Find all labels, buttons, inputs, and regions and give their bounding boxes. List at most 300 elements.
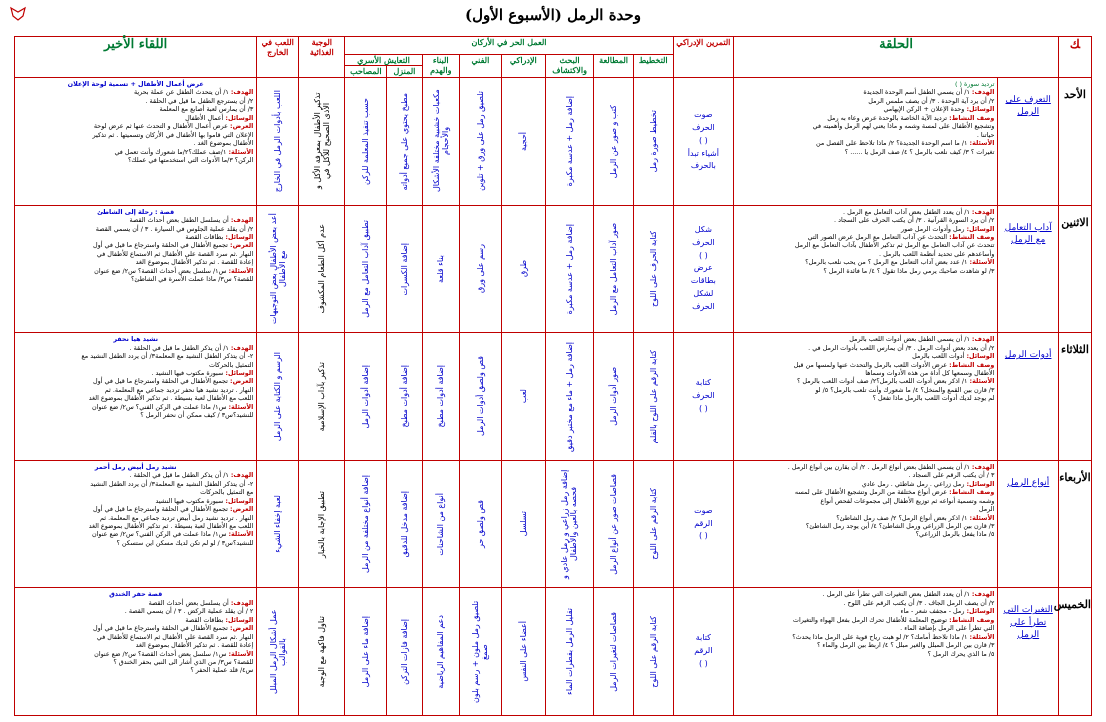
day-topic: آداب التعامل مع الرمل xyxy=(1004,222,1052,245)
home-cell xyxy=(387,588,422,716)
outdoor-cell xyxy=(257,460,299,588)
text-line xyxy=(18,156,253,164)
line-label: العرض: xyxy=(230,377,254,386)
text-line xyxy=(737,361,994,369)
outdoor-text: أعد بعض الأطفال بعض التوجيهات مع الأطفال xyxy=(268,213,287,325)
line-label: الوسائل: xyxy=(966,352,995,361)
building-text: مكعبات خشبية مختلفة الأشكال والأحجام xyxy=(431,89,450,193)
line-text: ١/ ما اسم الوحدة الجديدة؟ ٢/ ماذا تلاحظ على الفصل من xyxy=(815,139,968,148)
exercise-line: الحرف xyxy=(692,123,715,133)
line-text: ٣/ قارن بين القمع والمنخل؟ ٤/ ما شعورك وأنت تلعب بالرمل؟ ٥/ لو xyxy=(815,385,995,394)
exercise-line: الرقم xyxy=(694,646,713,656)
meal-header: الوجبة الغذائية xyxy=(299,37,345,78)
home-cell xyxy=(387,78,422,206)
line-text: وحدة الإعلان + الركن الإيهامي xyxy=(883,105,965,114)
line-text: نشيد رمل أبيض رمل أحمر xyxy=(94,462,177,471)
text-line xyxy=(18,352,253,360)
text-line xyxy=(737,394,994,402)
building-header: البناء والهدم xyxy=(422,55,459,78)
exercise-line: بالحرف xyxy=(690,161,716,171)
text-line xyxy=(737,514,994,522)
reading-text: صور أدوات الرمل xyxy=(609,367,619,426)
weekly-plan-table xyxy=(14,36,1092,716)
line-label: الهدف: xyxy=(971,207,995,216)
home-text: مطبخ يحتوي على جميع أدواته xyxy=(399,92,409,191)
meal-text: تناول فاكهة مع الوجبة xyxy=(317,615,327,688)
discovery-cell xyxy=(545,460,593,588)
text-line xyxy=(18,488,253,496)
day-cell xyxy=(1058,333,1091,461)
line-text: ٢/ أن يرد السورة القرآنية . ٣/ أن يكتب الحرف على السجاد . xyxy=(834,216,995,225)
building-cell xyxy=(422,460,459,588)
text-line xyxy=(737,463,994,471)
day-name: الأربعاء xyxy=(1059,470,1091,484)
meal-text: تذكير الأطفال بمعرفة الأكل و الأذى الصحيح للأكل في xyxy=(312,93,331,190)
halaqa-header: الحلقة xyxy=(734,37,1059,78)
line-label: الهدف: xyxy=(971,335,995,344)
final-cell xyxy=(15,460,257,588)
art-cell xyxy=(459,460,501,588)
discovery-text: إضافة رمل + عدسة مكبرة xyxy=(564,96,574,187)
perceptual-text: طرق xyxy=(518,260,528,278)
day-topic: التعرف على الرمل xyxy=(1005,95,1051,118)
line-label: الهدف: xyxy=(971,88,995,97)
text-line xyxy=(737,633,994,641)
line-text: وشمه وتسمية أنواعه ثم توزيع الأطفال إلى مجموعات لفحص أنواع xyxy=(820,496,995,505)
companions-text: إضافة أدوات الرمل xyxy=(361,364,371,429)
text-line xyxy=(18,411,253,419)
planning-text: تخطيط صورة رمل xyxy=(648,110,658,173)
line-text: ١/ اذكر بعض أنواع الرمل؟ ٢/ صف رمل الشاطئ؟ xyxy=(836,513,968,522)
text-line xyxy=(18,463,253,471)
text-line xyxy=(737,114,994,122)
line-text: اللعب مع الأطفال لعبة بسيطة . ثم تذكير الأطفال بموضوع الغد xyxy=(88,521,254,530)
exercise-line: صوت xyxy=(694,505,713,515)
line-label: وصف النشاط: xyxy=(949,360,995,369)
line-text: النهار . ترديد نشيد هيا نحفر ترديد جماعي مع المعلمة. ثم xyxy=(104,385,254,394)
art-cell xyxy=(459,205,501,333)
line-text: الركن؟ ٣/ما الأدوات التي استخدمتها في عملك؟ xyxy=(127,156,254,165)
home-text: إضافة أدوات مطبخ xyxy=(399,365,409,428)
text-line xyxy=(737,88,994,96)
line-text: للنشيد؟س٣ / لو لم تكن لديك مسكن اين ستسكن ؟ xyxy=(116,538,254,547)
line-text: قصة حفر الخندق xyxy=(109,590,163,599)
home-cell xyxy=(387,333,422,461)
planning-text: كتابة الحرف على اللوح xyxy=(648,230,658,307)
companions-text: إضافة أنواع مختلفة من الرمل xyxy=(361,475,371,574)
planning-header: التخطيط xyxy=(633,55,673,78)
text-line xyxy=(18,666,253,674)
line-text: الرمل xyxy=(978,505,995,514)
line-text: اللعب مع الأطفال لعبة بسيطة . ثم تذكير الأطفال بموضوع الغد xyxy=(88,394,254,403)
day-topic-cell xyxy=(998,588,1059,716)
line-text: ٣/ قارن بين الرمل الزراعي ورمل الشاطئ؟ ٤/ أين يوجد رمل الشاطئ؟ xyxy=(805,521,995,530)
line-text: التمثيل بالحركات xyxy=(208,360,254,369)
perceptual-cell xyxy=(501,333,545,461)
line-text: ١/ أن يذكر الطفل ما قيل في الحلقة . xyxy=(129,471,229,480)
line-text: ٢ / أن يقلد عملية الركض . ٣ / أن يسمي القصة . xyxy=(124,607,254,616)
meal-text: عدم أكل الطعام المكشوف xyxy=(317,224,327,314)
exercise-line: عرض xyxy=(693,263,713,273)
exercise-header: التمرين الإدراكي xyxy=(673,37,734,78)
text-line xyxy=(737,225,994,233)
meal-cell xyxy=(299,333,345,461)
halaqa-cell xyxy=(734,78,998,206)
discovery-cell xyxy=(545,78,593,206)
line-text: للنشيد؟س٣ / كيف ممكن أن نحفر الرمل ؟ xyxy=(140,411,254,420)
day-name: الاثنين xyxy=(1061,215,1089,229)
companions-cell xyxy=(345,588,387,716)
line-text: ١/ أن يسمي الطفل بعض أدوات اللعب بالرمل xyxy=(849,335,970,344)
line-text: ٥/ ماذا يفعل بالرمل الزراعي؟ xyxy=(915,530,995,539)
outdoor-cell xyxy=(257,588,299,716)
building-cell xyxy=(422,78,459,206)
line-label: الأسئلة: xyxy=(228,649,254,658)
day-cell xyxy=(1058,78,1091,206)
line-text: مع التمثيل بالحركات xyxy=(200,488,254,497)
exercise-line: الحرف xyxy=(692,391,715,401)
text-line xyxy=(18,599,253,607)
line-text: س٤/ قلد عملية الحفر ؟ xyxy=(190,666,254,675)
line-text: رمل - مجفف شعر - ماء xyxy=(900,607,965,616)
final-cell xyxy=(15,205,257,333)
meal-cell xyxy=(299,78,345,206)
line-text: تغيرات ؟ ٣/ كيف نلعب بالرمل ؟ ٤/ صف الرمل يا ...... ؟ xyxy=(844,147,995,156)
line-text: ترديد الآية الخاصة بالوحدة عرض وعاء به رمل xyxy=(827,113,948,122)
text-line xyxy=(737,216,994,224)
planning-text: كتابة الرقم على اللوح xyxy=(648,488,658,560)
art-text: قص ولصق أدوات الرمل xyxy=(475,356,485,437)
day-topic-cell xyxy=(998,205,1059,333)
building-cell xyxy=(422,333,459,461)
reading-header: المطالعة xyxy=(594,55,634,78)
text-line xyxy=(18,658,253,666)
halaqa-cell xyxy=(734,588,998,716)
line-text: ١/ أن يعدد الطفل بعض التغيرات التي تطرأ على الرمل . xyxy=(822,590,970,599)
day-topic-cell xyxy=(998,78,1059,206)
reading-cell xyxy=(594,205,634,333)
line-text: تجميع الأطفال في الحلقة واسترجاع ما قيل في أول xyxy=(92,505,228,514)
line-text: تجميع الأطفال في الحلقة واسترجاع ما قيل في أول xyxy=(92,241,228,250)
day-name: الثلاثاء xyxy=(1061,343,1089,357)
art-cell xyxy=(459,78,501,206)
halaqa-cell xyxy=(734,205,998,333)
text-line xyxy=(18,650,253,658)
line-text: رمل زراعي . رمل شاطئي . رمل عادي xyxy=(861,479,965,488)
text-line xyxy=(18,241,253,249)
text-line xyxy=(18,208,253,216)
art-cell xyxy=(459,333,501,461)
text-line xyxy=(737,258,994,266)
day-cell xyxy=(1058,460,1091,588)
perceptual-cell xyxy=(501,588,545,716)
line-label: الأسئلة: xyxy=(969,632,995,641)
line-text: تجميع الأطفال في الحلقة واسترجاع ما قيل في أول xyxy=(92,624,228,633)
text-line xyxy=(18,497,253,505)
text-line xyxy=(737,624,994,632)
line-text: الأطفال وسمعها كل أداة من هذه الأدوات وسماها xyxy=(865,369,995,377)
line-text: ١/ أن يذكر الطفل ما قيل في الحلقة . xyxy=(129,343,229,352)
home-text: إضافة مدخل للدقيق xyxy=(399,490,409,558)
day-row xyxy=(15,78,1092,206)
exercise-line: أشياء تبدأ xyxy=(687,148,719,158)
line-label: الوسائل: xyxy=(966,224,995,233)
home-header: المنزل xyxy=(387,66,422,78)
planning-cell xyxy=(633,588,673,716)
planning-cell xyxy=(633,460,673,588)
exercise-line: كتابة xyxy=(695,378,711,388)
building-text: دعم المفاهيم الرياضية xyxy=(436,614,446,689)
perceptual-text: أحجية xyxy=(518,131,528,151)
art-header: الفني xyxy=(459,55,501,78)
line-text: عرض أعمال الأطفال + تسمية لوحة الإعلان xyxy=(67,80,204,88)
line-text: ١/ عدد بعض آداب التعامل مع الرمل ؟ من يحب نلعب بالرمل؟ xyxy=(805,258,968,267)
line-text: التحدث عن آداب التعامل مع الرمل عرض الصور التي xyxy=(807,232,948,241)
planning-cell xyxy=(633,205,673,333)
line-text: س١/ ماذا عملت في الركن الفني؟ س٢/ ضع عنوان xyxy=(91,530,227,539)
meal-text: تذكير بآداب الإسلامية xyxy=(317,361,327,432)
line-label: وصف النشاط: xyxy=(949,488,995,497)
reading-cell xyxy=(594,460,634,588)
line-label: العرض: xyxy=(230,624,254,633)
text-line xyxy=(18,114,253,122)
line-label: الوسائل: xyxy=(966,607,995,616)
line-text: سبورة مكتوب فيها النشيد xyxy=(155,496,224,505)
line-text: أدوات اللعب بالرمل xyxy=(912,352,965,361)
exercise-cell xyxy=(673,460,734,588)
text-line xyxy=(18,616,253,624)
outdoor-header: اللعب في الخارج xyxy=(257,37,299,78)
companions-cell xyxy=(345,333,387,461)
line-text: ٢/ أن يسترجع الطفل ما قيل في الحلقة . xyxy=(145,96,254,105)
line-text: بطاقات القصة xyxy=(185,615,224,624)
page-title: وحدة الرمل (الأسبوع الأول) xyxy=(465,6,641,24)
line-text: لم يوجد لديك أدوات اللعب بالرمل ماذا تفعل ؟ xyxy=(872,394,995,403)
text-line xyxy=(18,267,253,275)
day-row xyxy=(15,460,1092,588)
line-text: س١/ ماذا عملت في الركن الفني؟ س٢/ ضع عنوان xyxy=(91,402,227,411)
text-line xyxy=(737,241,994,249)
exercise-line: ( ) xyxy=(698,403,708,413)
day-topic-cell xyxy=(998,333,1059,461)
text-line xyxy=(737,650,994,658)
reading-text: قصاصات لتغيرات الرمل xyxy=(609,611,619,692)
line-text: أعمال الأطفال xyxy=(185,113,224,122)
day-topic: أدوات الرمل xyxy=(1004,350,1052,361)
home-cell xyxy=(387,460,422,588)
day-row xyxy=(15,205,1092,333)
art-text: تلصيق رمل ملون + رسم بلون صمغ xyxy=(471,600,490,703)
text-line xyxy=(737,590,994,598)
building-text: إضافة أدوات مطبخ xyxy=(436,365,446,428)
text-line xyxy=(737,105,994,113)
line-text: قصة : رحلة إلى الشاطئ xyxy=(97,207,175,216)
exercise-line: صوت xyxy=(694,110,713,120)
outdoor-text: الرسم و الكتابة على الرمل xyxy=(273,351,283,442)
line-label: الهدف: xyxy=(971,462,995,471)
text-line xyxy=(18,148,253,156)
line-label: الوسائل: xyxy=(225,113,254,122)
text-line xyxy=(737,208,994,216)
text-line xyxy=(18,216,253,224)
text-line xyxy=(737,139,994,147)
line-text: النهار .ثم سرد القصة على الأطفال ثم الاستماع للأطفال في xyxy=(96,249,254,258)
line-text: ١/ أن يسمي الطفل أسم الوحدة الجديدة xyxy=(863,88,970,97)
final-header: اللقاء الأخير xyxy=(15,37,257,78)
text-line xyxy=(18,624,253,632)
line-label: الأسئلة: xyxy=(228,530,254,539)
line-text: عرض أنواع مختلفة من الرمل وتشجيع الأطفال على لمسه xyxy=(794,488,948,497)
outdoor-cell xyxy=(257,78,299,206)
exercise-line: الحرف xyxy=(692,301,715,311)
text-line xyxy=(18,105,253,113)
line-label: الهدف: xyxy=(971,590,995,599)
halaqa-cell xyxy=(734,333,998,461)
exercise-line: ( ) xyxy=(698,659,708,669)
discovery-text: تقليل الرمل بقطرات الماء xyxy=(564,608,574,696)
text-line xyxy=(18,641,253,649)
text-line xyxy=(737,497,994,505)
line-label: الأسئلة: xyxy=(969,258,995,267)
text-line xyxy=(18,539,253,547)
outdoor-cell xyxy=(257,205,299,333)
text-line xyxy=(737,471,994,479)
text-line xyxy=(18,505,253,513)
planning-text: كتابة الرقم على اللوح بالقلم xyxy=(648,349,658,444)
line-label: العرض: xyxy=(230,505,254,514)
text-line xyxy=(18,394,253,402)
line-label: الوسائل: xyxy=(225,232,254,241)
text-line xyxy=(737,616,994,624)
exercise-line: ( ) xyxy=(698,250,708,260)
home-text: إضافة فازات الترکن xyxy=(399,618,409,685)
line-label: الهدف: xyxy=(230,471,254,480)
text-line xyxy=(18,480,253,488)
line-text: ٣/ أن يمارس لعبة أصابع مع المعلمة xyxy=(159,105,254,114)
perceptual-cell xyxy=(501,460,545,588)
text-line xyxy=(18,403,253,411)
perceptual-text: أعضاء على النفس xyxy=(518,621,528,682)
line-text: عرض أعمال الأطفال و التحدث عنها ثم عرض لوحة xyxy=(93,122,228,131)
art-text: رسم على ورق xyxy=(475,244,485,294)
line-text: إعادة للقصة . ثم تذكير الأطفال بموضوع الغد xyxy=(135,641,254,650)
line-label: العرض: xyxy=(230,122,254,131)
perceptual-text: لعب xyxy=(518,389,528,404)
discovery-text: إضافة رمل + ماء مع مختبر دقيق xyxy=(564,341,574,452)
final-cell xyxy=(15,588,257,716)
line-text: التي تطرأ على الرمل بإضافة الماء . xyxy=(900,624,995,633)
logo-header: ﻚ xyxy=(1058,37,1091,78)
home-text: إضافة الكسرات xyxy=(399,242,409,296)
line-text: إعادة للقصة . ثم تذكير الأطفال بموضوع الغد xyxy=(135,258,254,267)
text-line xyxy=(18,377,253,385)
art-cell xyxy=(459,588,501,716)
text-line xyxy=(18,633,253,641)
text-line xyxy=(737,530,994,538)
line-text: الأطفال بموضوع الغد . xyxy=(193,139,254,148)
line-label: الهدف: xyxy=(230,343,254,352)
text-line xyxy=(737,344,994,352)
text-line xyxy=(737,480,994,488)
text-line xyxy=(18,590,253,598)
line-label: العرض: xyxy=(230,241,254,250)
line-label: الأسئلة: xyxy=(228,266,254,275)
text-line xyxy=(737,352,994,360)
art-text: قص ولصق حر xyxy=(475,500,485,549)
exercise-line: شكل xyxy=(694,225,712,235)
line-label: الوسائل: xyxy=(966,479,995,488)
companions-cell xyxy=(345,78,387,206)
outdoor-cell xyxy=(257,333,299,461)
companions-text: حسب تنفيذ المعلمة للركن xyxy=(361,97,371,185)
text-line xyxy=(18,471,253,479)
day-row xyxy=(15,588,1092,716)
discovery-cell xyxy=(545,205,593,333)
line-text: للقصة؟ س٣/ من الذي أشار الى النبي بحفر الخندق ؟ xyxy=(113,658,254,666)
line-label: الوسائل: xyxy=(966,105,995,114)
day-name: الخميس xyxy=(1053,598,1091,612)
reading-text: صور آداب التعامل مع الرمل xyxy=(609,222,619,315)
text-line xyxy=(737,505,994,513)
companions-text: إضافة ماء على الرمل xyxy=(361,616,371,688)
discovery-header: البحث والاكتشاف xyxy=(545,55,593,78)
line-text: ٢/ أن يرد آية الوحدة . ٣/ أن يصف ملمس الرمل xyxy=(868,96,995,105)
line-text: ١/صف عملك؟٢/ما شعورك وأنت تعمل في xyxy=(114,147,227,156)
day-topic-cell xyxy=(998,460,1059,588)
line-text: ١/ ماذا تلاحظ أمامك؟ ٢/ لو هبت رياح قوية على الرمل ماذا يحدث؟ xyxy=(792,632,968,641)
meal-text: تطبيق الإجابة بالخبار xyxy=(317,490,327,558)
line-text: ١/ أن يسمي الطفل بعض أنواع الرمل . ٢/ أن يقارن بين أنواع الرمل . xyxy=(787,462,970,471)
text-line xyxy=(737,267,994,275)
companions-cell xyxy=(345,205,387,333)
exercise-line: ( ) xyxy=(698,135,708,145)
line-text: توضيح المعلمة للأطفال تحرك الرمل بفعل الهواء والتغيرات xyxy=(792,615,948,624)
line-text: وأساعدهم على تحديد أنظمة اللعب بالرمل . xyxy=(879,249,995,258)
reading-cell xyxy=(594,588,634,716)
companions-text: تطبيق آداب التعامل مع الرمل xyxy=(361,220,371,318)
corners-header: العمل الحر في الأركان xyxy=(345,37,673,55)
exercise-line: ( ) xyxy=(698,531,708,541)
text-line xyxy=(737,377,994,385)
text-line xyxy=(18,88,253,96)
meal-cell xyxy=(299,205,345,333)
line-label: وصف النشاط: xyxy=(949,113,995,122)
discovery-cell xyxy=(545,333,593,461)
text-line xyxy=(18,514,253,522)
text-line xyxy=(737,97,994,105)
line-text: للقصة؟ س٣/ ماذا عملت الأسرة في الشاطئ؟ xyxy=(130,275,254,284)
line-text: أن يسلسل الطفل بعض أحداث القصة xyxy=(129,216,229,225)
perceptual-text: تسلسل xyxy=(518,511,528,537)
line-text: الإعلان التي قاموا بها الأطفال في الأركان وتسميتها . ثم تذكير xyxy=(92,130,254,139)
day-cell xyxy=(1053,588,1091,716)
discovery-cell xyxy=(545,588,593,716)
line-label: الهدف: xyxy=(230,598,254,607)
line-text: ١/ اذكر بعض أدوات اللعب بالرمل؟٢/ صف أدوات اللعب بالرمل ؟ xyxy=(796,377,968,386)
line-text: ٢/ أن يعدد بعض أدوات الرمل . ٣/ أن يمارس اللعب بأدوات الرمل في . xyxy=(808,343,995,352)
line-label: الهدف: xyxy=(230,88,254,97)
outdoor-text: عمل أشكال الرمل المبلل بالقوالب xyxy=(268,609,287,694)
text-line xyxy=(737,335,994,343)
text-line xyxy=(737,131,994,139)
exercise-line: بطاقات xyxy=(690,276,716,286)
text-line xyxy=(18,122,253,130)
line-label: الهدف: xyxy=(230,216,254,225)
building-cell xyxy=(422,588,459,716)
line-text: ٢- أن يتذكر الطفل النشيد مع المعلمة٣/ أن يردد الطفل النشيد مع xyxy=(81,352,254,361)
companions-cell xyxy=(345,460,387,588)
line-text: ٣/ لو شاهدت صاحبك يرمي رمل ماذا تقول ؟ ٤/ ما فائدة الرمل ؟ xyxy=(823,266,995,275)
